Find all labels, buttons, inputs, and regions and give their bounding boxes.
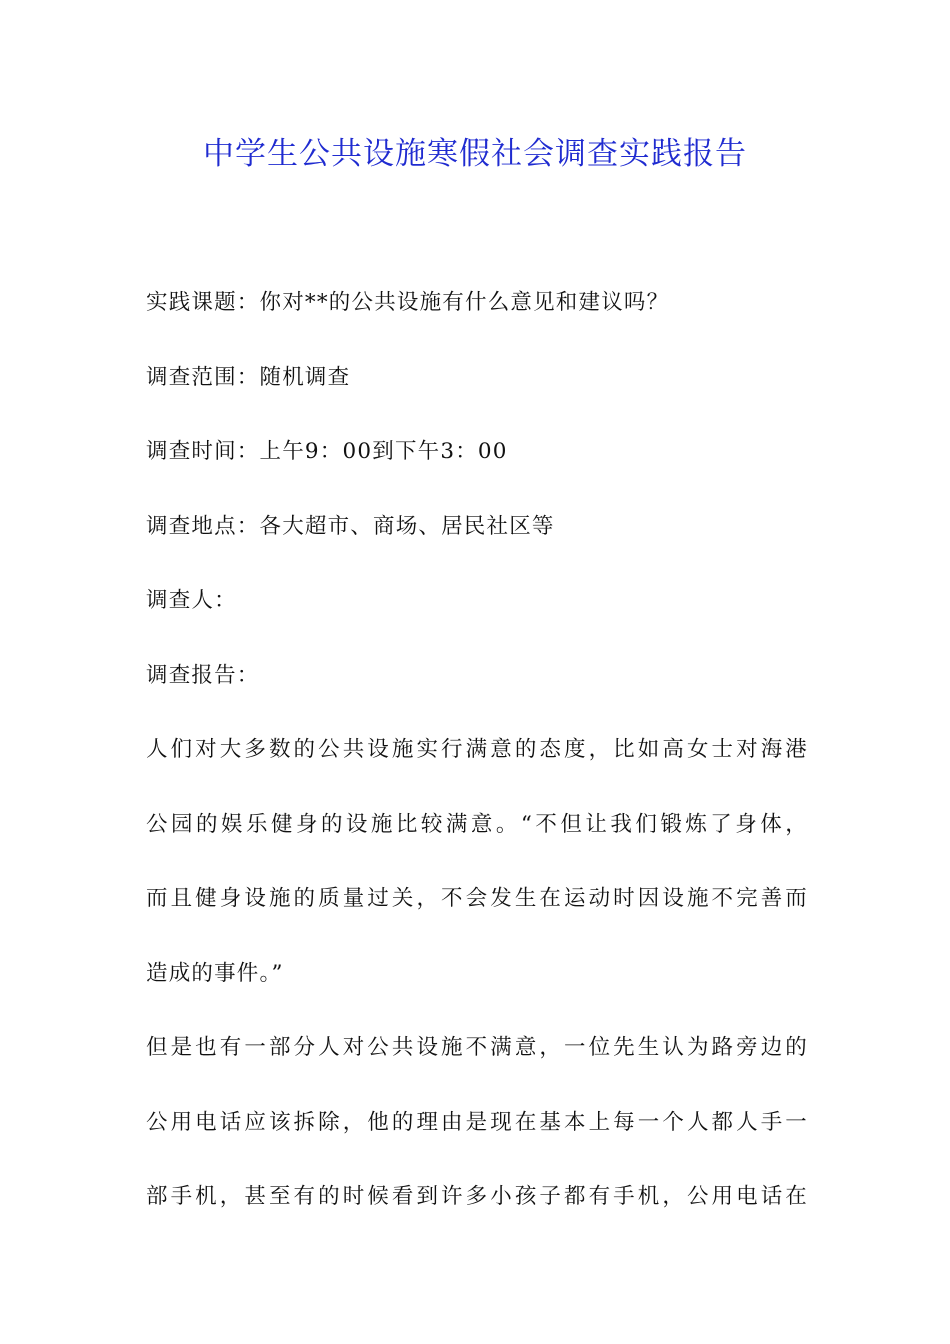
field-time: 调查时间：上午9：00到下午3：00 xyxy=(146,439,508,464)
field-location: 调查地点：各大超市、商场、居民社区等 xyxy=(146,513,555,539)
paragraph-1 xyxy=(146,713,808,1011)
paragraph-line: 而且健身设施的质量过关，不会发生在运动时因设施不完善而 xyxy=(146,886,808,911)
paragraph-line: 但是也有一部分人对公共设施不满意，一位先生认为路旁边的 xyxy=(146,1035,808,1060)
field-topic: 实践课题：你对**的公共设施有什么意见和建议吗？ xyxy=(146,290,670,315)
field-investigator: 调查人： xyxy=(146,588,237,613)
document-title: 中学生公共设施寒假社会调查实践报告 xyxy=(203,136,747,172)
paragraph-line: 公园的娱乐健身的设施比较满意。“不但让我们锻炼了身体， xyxy=(146,811,808,837)
field-report-heading: 调查报告： xyxy=(146,662,260,688)
paragraph-line: 公用电话应该拆除，他的理由是现在基本上每一个人都人手一 xyxy=(146,1109,808,1135)
paragraph-line: 造成的事件。” xyxy=(146,960,284,986)
paragraph-line: 人们对大多数的公共设施实行满意的态度，比如高女士对海港 xyxy=(146,737,808,762)
document-body xyxy=(146,266,808,1235)
paragraph-line: 部手机，甚至有的时候看到许多小孩子都有手机，公用电话在 xyxy=(146,1184,808,1209)
paragraph-2 xyxy=(146,1011,808,1235)
field-scope: 调查范围：随机调查 xyxy=(146,364,351,390)
